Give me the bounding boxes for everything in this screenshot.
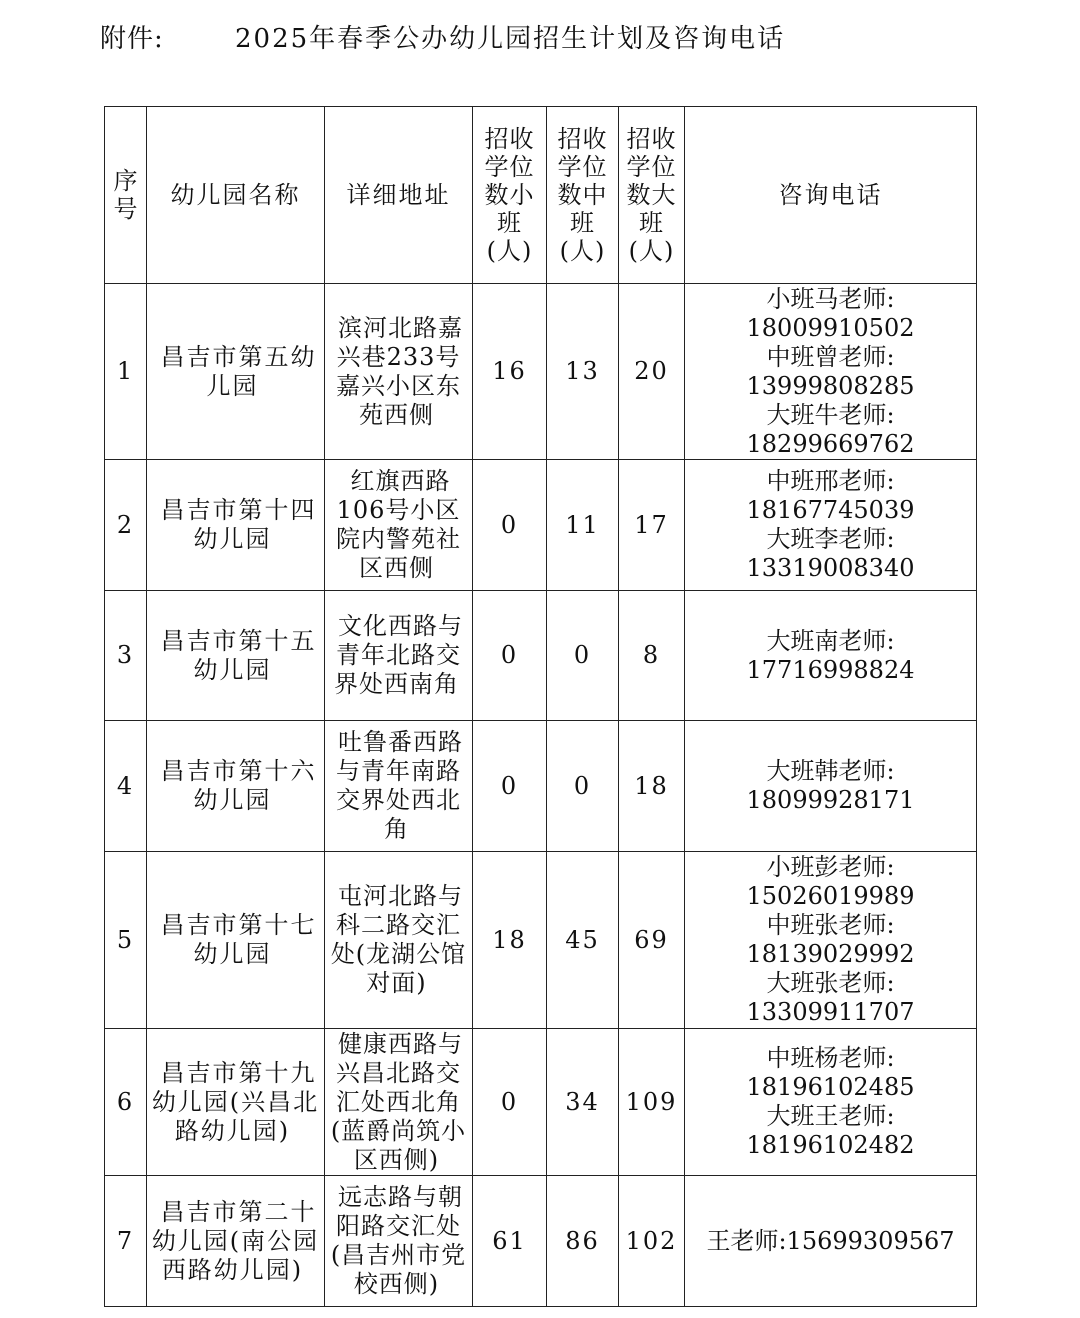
row-index: 7 [105,1176,147,1307]
row-index: 6 [105,1029,147,1176]
kindergarten-name: 昌吉市第十五幼儿园 [147,591,325,721]
phone-line: 大班韩老师: [766,757,895,785]
large-class-seats: 69 [619,852,685,1029]
row-index: 3 [105,591,147,721]
kindergarten-name: 昌吉市第十七幼儿园 [147,852,325,1029]
kindergarten-address: 健康西路与兴昌北路交汇处西北角(蓝爵尚筑小区西侧) [325,1029,473,1176]
phone-line: 13309911707 [746,998,915,1026]
document-header [100,14,1060,58]
small-class-seats: 61 [473,1176,547,1307]
small-class-seats: 0 [473,591,547,721]
middle-class-seats: 11 [547,460,619,591]
large-class-seats: 109 [619,1029,685,1176]
kindergarten-address: 滨河北路嘉兴巷233号嘉兴小区东苑西侧 [325,284,473,460]
consult-phone [685,1029,977,1176]
phone-line: 小班彭老师: [766,853,895,881]
header-address: 详细地址 [325,107,473,284]
small-class-seats: 16 [473,284,547,460]
phone-line: 小班马老师: [766,284,895,313]
middle-class-seats: 0 [547,591,619,721]
large-class-seats: 8 [619,591,685,721]
header-small-class: 招收学位数小班(人) [473,107,547,284]
small-class-seats: 18 [473,852,547,1029]
middle-class-seats: 45 [547,852,619,1029]
row-index: 4 [105,721,147,852]
table-row [105,1029,977,1176]
table-row [105,460,977,591]
phone-line: 中班张老师: [766,911,895,939]
consult-phone [685,460,977,591]
large-class-seats: 102 [619,1176,685,1307]
table-header-row [105,107,977,284]
phone-line: 18099928171 [746,786,915,814]
kindergarten-name: 昌吉市第十四幼儿园 [147,460,325,591]
attachment-label: 附件: [100,24,164,54]
consult-phone [685,284,977,460]
row-index: 2 [105,460,147,591]
phone-line: 中班杨老师: [766,1044,895,1072]
phone-line: 大班李老师: [766,525,895,553]
phone-line: 18196102482 [746,1131,915,1159]
phone-line: 大班张老师: [766,969,895,997]
middle-class-seats: 86 [547,1176,619,1307]
large-class-seats: 18 [619,721,685,852]
phone-line: 15026019989 [746,882,915,910]
phone-line: 中班曾老师: [766,342,895,371]
phone-line: 13319008340 [746,554,915,582]
row-index: 1 [105,284,147,460]
table-row [105,852,977,1029]
phone-line: 18196102485 [746,1073,915,1101]
large-class-seats: 20 [619,284,685,460]
small-class-seats: 0 [473,1029,547,1176]
kindergarten-address: 红旗西路106号小区院内警苑社区西侧 [325,460,473,591]
phone-line: 大班牛老师: [766,400,895,429]
phone-line: 18139029992 [746,940,915,968]
table-row [105,721,977,852]
row-index: 5 [105,852,147,1029]
kindergarten-name: 昌吉市第十六幼儿园 [147,721,325,852]
phone-line: 13999808285 [746,371,915,400]
consult-phone [685,1176,977,1307]
kindergarten-address: 远志路与朝阳路交汇处(昌吉州市党校西侧) [325,1176,473,1307]
kindergarten-address: 文化西路与青年北路交界处西南角 [325,591,473,721]
phone-line: 王老师:15699309567 [706,1226,955,1255]
consult-phone [685,852,977,1029]
table-row [105,1176,977,1307]
kindergarten-address: 屯河北路与科二路交汇处(龙湖公馆对面) [325,852,473,1029]
middle-class-seats: 0 [547,721,619,852]
header-index: 序号 [105,107,147,284]
phone-line: 大班南老师: [766,626,895,655]
phone-line: 18167745039 [746,496,915,524]
small-class-seats: 0 [473,460,547,591]
kindergarten-address: 吐鲁番西路与青年南路交界处西北角 [325,721,473,852]
consult-phone [685,591,977,721]
middle-class-seats: 34 [547,1029,619,1176]
table-row [105,284,977,460]
table-row [105,591,977,721]
header-phone: 咨询电话 [685,107,977,284]
phone-line: 18009910502 [746,313,915,342]
document-title: 2025年春季公办幼儿园招生计划及咨询电话 [235,24,786,54]
small-class-seats: 0 [473,721,547,852]
header-middle-class: 招收学位数中班(人) [547,107,619,284]
phone-line: 18299669762 [746,429,915,458]
header-large-class: 招收学位数大班(人) [619,107,685,284]
phone-line: 大班王老师: [766,1102,895,1130]
middle-class-seats: 13 [547,284,619,460]
kindergarten-name: 昌吉市第十九幼儿园(兴昌北路幼儿园) [147,1029,325,1176]
phone-line: 中班邢老师: [766,467,895,495]
header-name: 幼儿园名称 [147,107,325,284]
enrollment-table [104,106,977,1307]
consult-phone [685,721,977,852]
large-class-seats: 17 [619,460,685,591]
kindergarten-name: 昌吉市第二十幼儿园(南公园西路幼儿园) [147,1176,325,1307]
kindergarten-name: 昌吉市第五幼儿园 [147,284,325,460]
phone-line: 17716998824 [746,655,915,684]
